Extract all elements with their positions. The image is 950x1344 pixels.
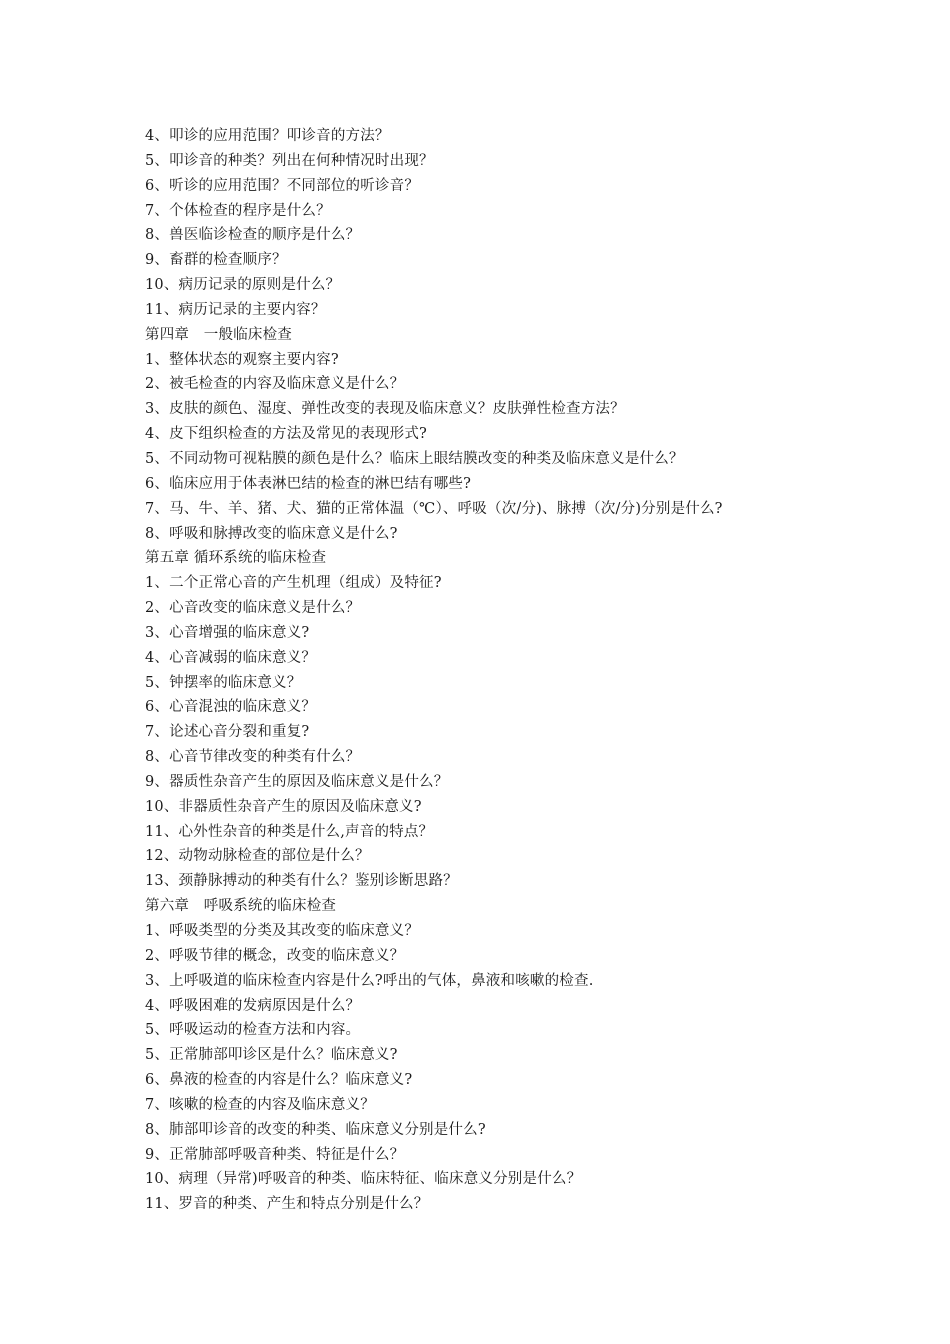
list-item: 8、心音节律改变的种类有什么？ — [145, 749, 361, 766]
chapter-heading: 第四章 一般临床检查 — [145, 326, 292, 343]
list-item: 6、听诊的应用范围？不同部位的听诊音？ — [145, 177, 420, 194]
list-item: 5、叩诊音的种类？列出在何种情况时出现？ — [145, 152, 434, 169]
question-list — [145, 124, 845, 1217]
list-item: 9、器质性杂音产生的原因及临床意义是什么？ — [145, 773, 449, 790]
list-item: 8、兽医临诊检查的顺序是什么？ — [145, 227, 361, 244]
list-item: 5、钟摆率的临床意义？ — [145, 674, 302, 691]
list-item: 3、皮肤的颜色、湿度、弹性改变的表现及临床意义？皮肤弹性检查方法？ — [145, 401, 625, 418]
list-item: 13、颈静脉搏动的种类有什么？鉴别诊断思路？ — [145, 873, 458, 890]
list-item: 11、病历记录的主要内容？ — [145, 301, 326, 318]
chapter-heading: 第六章 呼吸系统的临床检查 — [145, 898, 337, 915]
list-item: 9、正常肺部呼吸音种类、特征是什么？ — [145, 1146, 405, 1163]
list-item: 4、叩诊的应用范围？叩诊音的方法？ — [145, 128, 390, 144]
list-item: 11、罗音的种类、产生和特点分别是什么？ — [145, 1196, 429, 1213]
list-item: 6、鼻液的检查的内容是什么？临床意义? — [145, 1072, 413, 1089]
list-item: 3、心音增强的临床意义? — [145, 624, 310, 641]
list-item: 10、非器质性杂音产生的原因及临床意义? — [145, 798, 422, 815]
list-item: 2、呼吸节律的概念，改变的临床意义？ — [145, 947, 405, 964]
list-item: 8、呼吸和脉搏改变的临床意义是什么? — [145, 525, 398, 542]
list-item: 12、动物动脉检查的部位是什么？ — [145, 848, 370, 865]
list-item: 9、畜群的检查顺序？ — [145, 252, 287, 269]
list-item: 5、不同动物可视粘膜的颜色是什么？临床上眼结膜改变的种类及临床意义是什么？ — [145, 450, 684, 467]
list-item: 10、病理（异常)呼吸音的种类、临床特征、临床意义分别是什么？ — [145, 1171, 582, 1188]
list-item: 4、皮下组织检查的方法及常见的表现形式? — [145, 426, 427, 443]
list-item: 7、咳嗽的检查的内容及临床意义？ — [145, 1096, 375, 1113]
list-item: 2、心音改变的临床意义是什么？ — [145, 600, 361, 617]
list-item: 5、正常肺部叩诊区是什么？临床意义? — [145, 1047, 398, 1064]
list-item: 5、呼吸运动的检查方法和内容。 — [145, 1022, 361, 1039]
list-item: 6、临床应用于体表淋巴结的检查的淋巴结有哪些? — [145, 475, 472, 492]
list-item: 3、上呼吸道的临床检查内容是什么?呼出的气体，鼻液和咳嗽的检查. — [145, 972, 594, 989]
list-item: 6、心音混浊的临床意义？ — [145, 699, 317, 716]
list-item: 10、病历记录的原则是什么？ — [145, 277, 341, 294]
list-item: 4、心音减弱的临床意义？ — [145, 649, 317, 666]
list-item: 1、呼吸类型的分类及其改变的临床意义？ — [145, 923, 420, 939]
list-item: 1、整体状态的观察主要内容? — [145, 351, 339, 368]
list-item: 11、心外性杂音的种类是什么,声音的特点？ — [145, 823, 434, 840]
list-item: 1、二个正常心音的产生机理（组成）及特征? — [145, 575, 442, 592]
chapter-heading: 第五章 循环系统的临床检查 — [145, 550, 327, 567]
list-item: 7、马、牛、羊、猪、犬、猫的正常体温（℃）、呼吸（次/分)、脉搏（次/分)分别是什么? — [145, 500, 723, 517]
list-item: 8、肺部叩诊音的改变的种类、临床意义分别是什么? — [145, 1121, 486, 1138]
list-item: 4、呼吸困难的发病原因是什么？ — [145, 997, 361, 1014]
list-item: 2、被毛检查的内容及临床意义是什么？ — [145, 376, 405, 393]
list-item: 7、论述心音分裂和重复? — [145, 724, 310, 741]
list-item: 7、个体检查的程序是什么？ — [145, 202, 331, 219]
